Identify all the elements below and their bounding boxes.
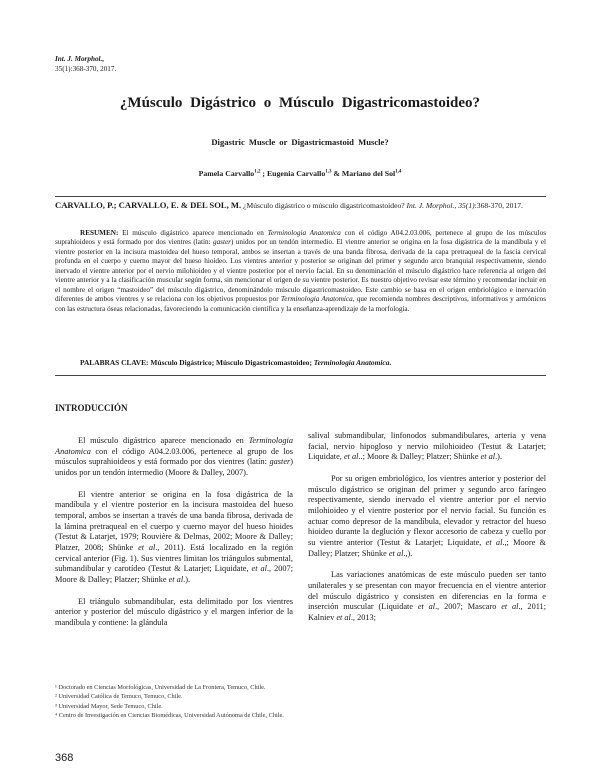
journal-issue: 35(1):368-370, 2017.	[55, 64, 117, 73]
author-name: Mariano del Sol	[341, 169, 396, 178]
section-heading: INTRODUCCIÓN	[55, 403, 128, 413]
journal-name: Int. J. Morphol.,	[55, 55, 105, 63]
author-name: Eugenia Carvallo	[266, 169, 326, 178]
author-affiliation: 1,3	[325, 169, 332, 175]
keywords-label: PALABRAS CLAVE:	[80, 358, 149, 367]
abstract-term: Terminologia Anatomica	[267, 229, 341, 237]
author-separator: ;	[260, 169, 267, 178]
footnote: ⁴ Centro de Investigación en Ciencias Biomédicas, Universidad Autónoma de Chile, Chile.	[55, 711, 284, 719]
footnote: ¹ Doctorado en Ciencias Morfológicas, Universidad de La Frontera, Temuco, Chile.	[55, 684, 266, 691]
abstract-text: ) unidos por un tendón intermedio. El vientre anterior se origina en la fosa digástrica de la mandíbula y el vientre posterior en la incisura mastoidea del hueso temporal, ambos se insertan a través de una banda fibrosa, derivada de la capa pretraqueal de la fascia cervical profunda en el cuerpo y cuerno mayor del hueso hioideo. Los vientres anterior y posterior se originan del primer y segundo arco branquial respectivamente, siendo inervado el vientre anterior por el nervio milohioideo y el vientre posterior por el nervio facial. En su denominación el músculo digástrico hace referencia al origen del vientre anterior y a la clasificación muscular según forma, sin mencionar el origen de su vientre posterior. Es nuestro objetivo revisar este término y recomendar incluir en el nombre el origen “mastoideo” del músculo digástrico, denominándolo músculo digastricomastoideo. Este cambio se basa en el origen embriológico e inervación diferentes de ambos vientres y se relaciona con los objetivos propuestos por	[55, 238, 546, 304]
abstract-text: con el código A04.2.03.006, pertenece al grupo de los músculos suprahioideos y está formado por dos vientres (latín:	[55, 229, 547, 247]
abstract-text: El músculo digástrico aparece mencionado en	[118, 229, 268, 237]
keywords-text: Músculo Digástrico; Músculo Digastricomastoideo;	[148, 358, 314, 367]
page-number: 368	[55, 752, 74, 764]
abstract-text: , que recomienda nombres descriptivos, informativos y armónicos con las estructura óseas relacionadas, favoreciendo la comunicación científica y la enseñanza-aprendizaje de la morfología.	[55, 295, 546, 313]
citation-pages: :368-370, 2017.	[474, 201, 523, 210]
paragraph: El músculo digástrico aparece mencionado en Terminologia Anatomica con el código A04.2.03.006, pertenece al grupo de los músculos suprahioideos y está formado por dos vientres (latín: gaster) unidos por un tendón intermedio (Moore & Dalley, 2007).	[55, 436, 293, 477]
citation-journal: Int. J. Morphol., 35(1)	[406, 201, 475, 210]
author-affiliation: 1,4	[395, 169, 402, 175]
footnotes	[55, 683, 546, 720]
paragraph: Por su origen embriológico, los vientres anterior y posterior del músculo digástrico se originan del primer y segundo arco faríngeo respectivamente, siendo inervado el vientre anterior por el nervio milohioideo y el vientre posterior por el nervio facial. Su función es actuar como depresor de la mandíbula, elevador y retractor del hueso hioideo durante la deglución y flexor accesorio de cabeza y cuello por su vientre anterior (Testut & Latarjet; Liquidate, et al.,; Moore & Dalley; Platzer; Shünke et al.,).	[308, 473, 547, 558]
article-subtitle: Digastric Muscle or Digastricmastoid Muscle?	[211, 137, 389, 147]
paragraph: Las variaciones anatómicas de este músculo pueden ser tanto unilaterales y se presentan con mayor frecuencia en el vientre anterior del músculo digástrico y consisten en diferencias en la forma e inserción muscular (Liquidate et al., 2007; Mascaro et al., 2011; Kalniev et al., 2013;	[308, 570, 547, 622]
article-title: ¿Músculo Digástrico o Músculo Digastricomastoideo?	[119, 95, 481, 111]
right-column	[308, 0, 546, 624]
paragraph: El triángulo submandibular, esta delimitado por los vientres anterior y posterior del músculo digástrico y el margen inferior de la mandíbula y contiene: la glándula	[55, 596, 293, 627]
footnote: ³ Universidad Mayor, Sede Temuco, Chile.	[55, 702, 163, 710]
keywords-term: Terminología Anatomica	[313, 358, 390, 367]
abstract-label: RESUMEN:	[80, 229, 119, 237]
author-affiliation: 1,2	[254, 169, 261, 175]
abstract-term: Terminologia Anatomica	[280, 295, 353, 304]
paragraph: salival submandibular, linfonodos submandibulares, arteria y vena facial, nervio hipogloso y nervio milohioideo (Testut & Latarjet; Liquidate, et al..; Moore & Dalley; Platzer; Shünke et al.).	[308, 431, 546, 462]
author-name: Pamela Carvallo	[198, 169, 255, 178]
keywords-text: .	[389, 358, 392, 367]
paragraph: El vientre anterior se origina en la fosa digástrica de la mandíbula y el vientre posterior en la incisura mastoidea del hueso temporal, ambos se insertan a través de una banda fibrosa, derivada de la lámina pretraqueal en el cuerpo y cuerno mayor del hueso hioides (Testut & Latarjet, 1979; Rouvière & Delmas, 2002; Moore & Dalley; Platzer, 2008; Shünke et al., 2011). Está localizado en la región cervical anterior (Fig. 1). Sus vientres limitan los triángulos submental, submandibular y carotídeo (Testut & Latarjet; Liquidate, et al., 2007; Moore & Dalley; Platzer; Shünke et al.).	[55, 489, 294, 584]
citation-authors: CARVALLO, P.; CARVALLO, E. & DEL SOL, M.	[55, 200, 242, 210]
citation-title: ¿Músculo digástrico o músculo digastricomastoideo?	[241, 201, 407, 210]
footnote: ² Universidad Católica de Temuco, Temuco, Chile.	[55, 693, 183, 701]
abstract-term: gaster	[212, 238, 231, 247]
author-separator: &	[331, 169, 342, 178]
left-column	[55, 0, 293, 629]
